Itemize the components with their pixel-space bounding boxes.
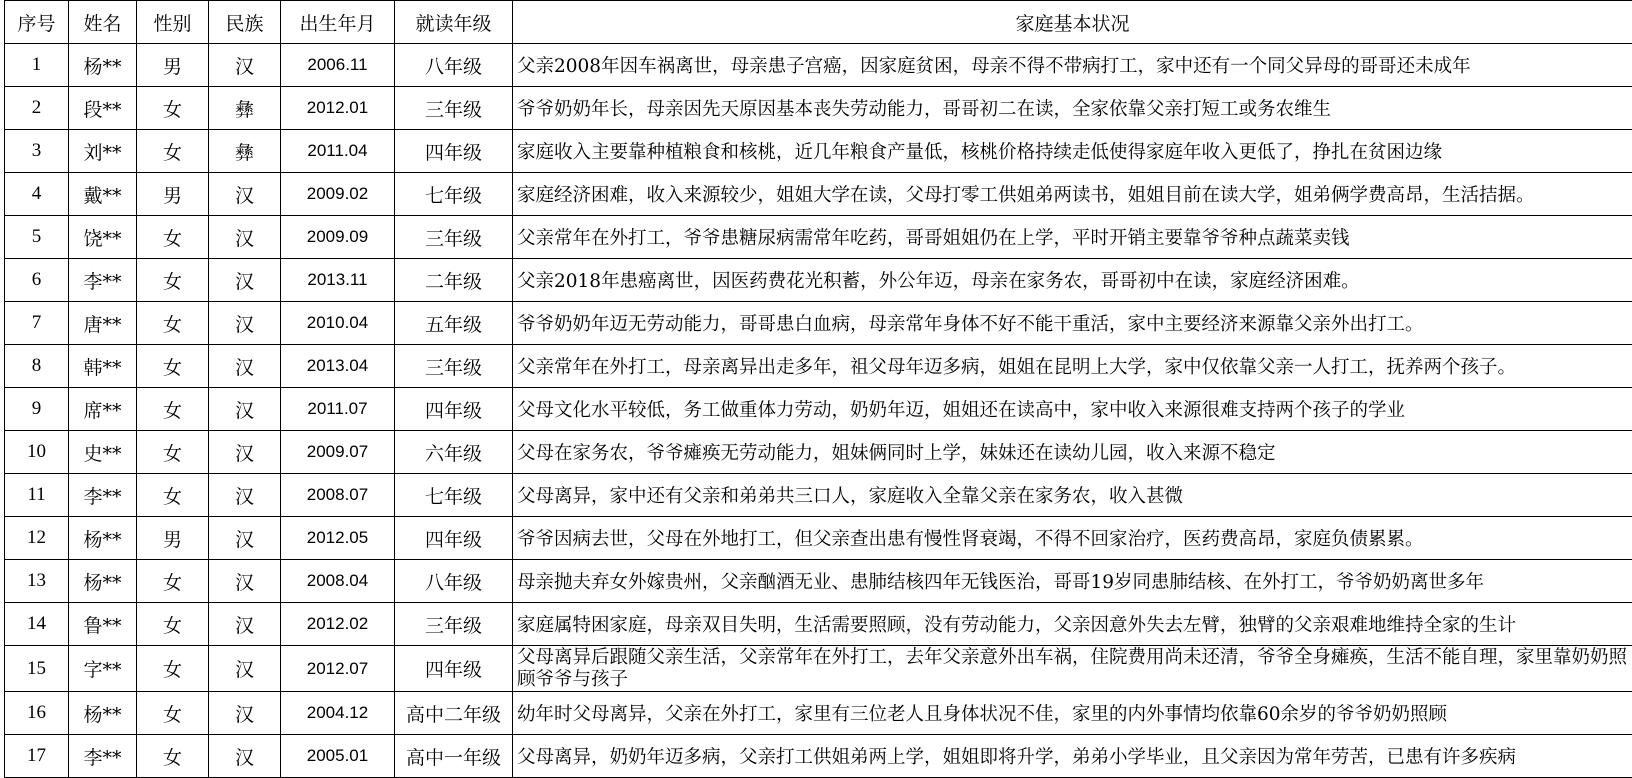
header-gender: 性别	[137, 1, 209, 44]
cell-situation: 母亲抛夫弃女外嫁贵州，父亲酗酒无业、患肺结核四年无钱医治，哥哥19岁同患肺结核、在外打工，爷爷奶奶离世多年	[513, 560, 1632, 603]
cell-grade: 三年级	[395, 603, 513, 646]
header-index: 序号	[5, 1, 69, 44]
cell-situation: 父母离异后跟随父亲生活，父亲常年在外打工，去年父亲意外出车祸，住院费用尚未还清，爷爷全身瘫痪，生活不能自理，家里靠奶奶照顾爷爷与孩子	[513, 646, 1632, 692]
cell-grade: 高中一年级	[395, 735, 513, 778]
cell-index: 17	[5, 735, 69, 778]
cell-birth: 2009.09	[281, 216, 395, 259]
cell-grade: 六年级	[395, 431, 513, 474]
cell-grade: 四年级	[395, 130, 513, 173]
cell-gender: 女	[137, 431, 209, 474]
cell-ethnicity: 彝	[209, 130, 281, 173]
cell-birth: 2011.07	[281, 388, 395, 431]
cell-name: 段**	[69, 87, 137, 130]
cell-gender: 女	[137, 87, 209, 130]
cell-ethnicity: 汉	[209, 735, 281, 778]
cell-gender: 男	[137, 517, 209, 560]
cell-index: 14	[5, 603, 69, 646]
cell-index: 4	[5, 173, 69, 216]
cell-gender: 女	[137, 603, 209, 646]
cell-situation: 爷爷奶奶年长，母亲因先天原因基本丧失劳动能力，哥哥初二在读，全家依靠父亲打短工或务农维生	[513, 87, 1632, 130]
cell-name: 鲁**	[69, 603, 137, 646]
table-row	[5, 173, 1632, 216]
cell-birth: 2012.02	[281, 603, 395, 646]
cell-ethnicity: 汉	[209, 302, 281, 345]
cell-gender: 女	[137, 474, 209, 517]
cell-index: 8	[5, 345, 69, 388]
cell-birth: 2008.07	[281, 474, 395, 517]
cell-ethnicity: 汉	[209, 603, 281, 646]
cell-situation: 父亲常年在外打工，母亲离异出走多年，祖父母年迈多病，姐姐在昆明上大学，家中仅依靠父亲一人打工，抚养两个孩子。	[513, 345, 1632, 388]
cell-ethnicity: 汉	[209, 692, 281, 735]
cell-name: 杨**	[69, 517, 137, 560]
cell-ethnicity: 汉	[209, 388, 281, 431]
cell-name: 韩**	[69, 345, 137, 388]
cell-ethnicity: 汉	[209, 44, 281, 87]
cell-situation: 家庭收入主要靠种植粮食和核桃，近几年粮食产量低，核桃价格持续走低使得家庭年收入更低了，挣扎在贫困边缘	[513, 130, 1632, 173]
header-ethnicity: 民族	[209, 1, 281, 44]
cell-name: 饶**	[69, 216, 137, 259]
cell-birth: 2010.04	[281, 302, 395, 345]
cell-name: 刘**	[69, 130, 137, 173]
cell-gender: 女	[137, 560, 209, 603]
cell-gender: 女	[137, 259, 209, 302]
cell-situation: 家庭经济困难，收入来源较少，姐姐大学在读，父母打零工供姐弟两读书，姐姐目前在读大学，姐弟俩学费高昂，生活拮据。	[513, 173, 1632, 216]
cell-name: 戴**	[69, 173, 137, 216]
cell-situation: 父母离异，家中还有父亲和弟弟共三口人，家庭收入全靠父亲在家务农，收入甚微	[513, 474, 1632, 517]
cell-index: 5	[5, 216, 69, 259]
cell-grade: 五年级	[395, 302, 513, 345]
table-row	[5, 692, 1632, 735]
cell-birth: 2005.01	[281, 735, 395, 778]
cell-situation: 父母在家务农，爷爷瘫痪无劳动能力，姐妹俩同时上学，妹妹还在读幼儿园，收入来源不稳定	[513, 431, 1632, 474]
cell-gender: 女	[137, 216, 209, 259]
table-row	[5, 735, 1632, 778]
table-row	[5, 560, 1632, 603]
cell-situation: 父母文化水平较低，务工做重体力劳动，奶奶年迈，姐姐还在读高中，家中收入来源很难支持两个孩子的学业	[513, 388, 1632, 431]
table-row	[5, 259, 1632, 302]
cell-gender: 女	[137, 646, 209, 692]
table-row	[5, 603, 1632, 646]
cell-situation: 家庭属特困家庭，母亲双目失明，生活需要照顾，没有劳动能力，父亲因意外失去左臂，独臂的父亲艰难地维持全家的生计	[513, 603, 1632, 646]
cell-ethnicity: 汉	[209, 517, 281, 560]
cell-name: 李**	[69, 259, 137, 302]
cell-gender: 女	[137, 130, 209, 173]
cell-birth: 2004.12	[281, 692, 395, 735]
cell-name: 唐**	[69, 302, 137, 345]
table-row	[5, 345, 1632, 388]
cell-gender: 女	[137, 692, 209, 735]
table-row	[5, 216, 1632, 259]
table-row	[5, 87, 1632, 130]
table-row	[5, 130, 1632, 173]
cell-index: 7	[5, 302, 69, 345]
cell-ethnicity: 汉	[209, 173, 281, 216]
cell-grade: 三年级	[395, 345, 513, 388]
cell-ethnicity: 汉	[209, 474, 281, 517]
cell-index: 2	[5, 87, 69, 130]
header-birth: 出生年月	[281, 1, 395, 44]
student-table	[4, 0, 1632, 778]
cell-index: 9	[5, 388, 69, 431]
cell-gender: 女	[137, 735, 209, 778]
cell-situation: 父亲常年在外打工，爷爷患糖尿病需常年吃药，哥哥姐姐仍在上学，平时开销主要靠爷爷种点蔬菜卖钱	[513, 216, 1632, 259]
cell-situation: 父母离异，奶奶年迈多病，父亲打工供姐弟两上学，姐姐即将升学，弟弟小学毕业，且父亲因为常年劳苦，已患有许多疾病	[513, 735, 1632, 778]
table-row	[5, 44, 1632, 87]
cell-grade: 高中二年级	[395, 692, 513, 735]
cell-gender: 男	[137, 44, 209, 87]
cell-grade: 二年级	[395, 259, 513, 302]
cell-birth: 2012.07	[281, 646, 395, 692]
cell-ethnicity: 汉	[209, 646, 281, 692]
cell-situation: 爷爷因病去世，父母在外地打工，但父亲查出患有慢性肾衰竭，不得不回家治疗，医药费高昂，家庭负债累累。	[513, 517, 1632, 560]
cell-gender: 男	[137, 173, 209, 216]
table-row	[5, 474, 1632, 517]
cell-birth: 2009.02	[281, 173, 395, 216]
cell-index: 13	[5, 560, 69, 603]
cell-grade: 八年级	[395, 560, 513, 603]
cell-index: 10	[5, 431, 69, 474]
cell-gender: 女	[137, 302, 209, 345]
cell-situation: 父亲2008年因车祸离世，母亲患子宫癌，因家庭贫困，母亲不得不带病打工，家中还有一个同父异母的哥哥还未成年	[513, 44, 1632, 87]
cell-situation: 父亲2018年患癌离世，因医药费花光积蓄，外公年迈，母亲在家务农，哥哥初中在读，家庭经济困难。	[513, 259, 1632, 302]
cell-index: 16	[5, 692, 69, 735]
header-situation: 家庭基本状况	[513, 1, 1632, 44]
cell-birth: 2013.11	[281, 259, 395, 302]
cell-name: 史**	[69, 431, 137, 474]
cell-ethnicity: 汉	[209, 259, 281, 302]
cell-birth: 2013.04	[281, 345, 395, 388]
cell-birth: 2006.11	[281, 44, 395, 87]
cell-gender: 女	[137, 388, 209, 431]
cell-index: 3	[5, 130, 69, 173]
header-name: 姓名	[69, 1, 137, 44]
cell-index: 11	[5, 474, 69, 517]
cell-situation: 爷爷奶奶年迈无劳动能力，哥哥患白血病，母亲常年身体不好不能干重活，家中主要经济来源靠父亲外出打工。	[513, 302, 1632, 345]
cell-name: 杨**	[69, 560, 137, 603]
cell-grade: 七年级	[395, 173, 513, 216]
cell-grade: 三年级	[395, 216, 513, 259]
cell-name: 杨**	[69, 44, 137, 87]
cell-grade: 八年级	[395, 44, 513, 87]
cell-name: 字**	[69, 646, 137, 692]
cell-name: 李**	[69, 735, 137, 778]
cell-index: 6	[5, 259, 69, 302]
cell-name: 席**	[69, 388, 137, 431]
cell-grade: 四年级	[395, 646, 513, 692]
cell-ethnicity: 彝	[209, 87, 281, 130]
cell-grade: 四年级	[395, 517, 513, 560]
cell-name: 李**	[69, 474, 137, 517]
cell-birth: 2009.07	[281, 431, 395, 474]
table-row	[5, 388, 1632, 431]
cell-index: 12	[5, 517, 69, 560]
table-row	[5, 302, 1632, 345]
header-row	[5, 1, 1632, 44]
cell-grade: 四年级	[395, 388, 513, 431]
cell-ethnicity: 汉	[209, 345, 281, 388]
cell-ethnicity: 汉	[209, 216, 281, 259]
cell-gender: 女	[137, 345, 209, 388]
table-row	[5, 431, 1632, 474]
table-row	[5, 517, 1632, 560]
cell-name: 杨**	[69, 692, 137, 735]
cell-situation: 幼年时父母离异，父亲在外打工，家里有三位老人且身体状况不佳，家里的内外事情均依靠60余岁的爷爷奶奶照顾	[513, 692, 1632, 735]
cell-index: 1	[5, 44, 69, 87]
header-grade: 就读年级	[395, 1, 513, 44]
cell-birth: 2008.04	[281, 560, 395, 603]
cell-grade: 三年级	[395, 87, 513, 130]
cell-ethnicity: 汉	[209, 431, 281, 474]
cell-birth: 2012.05	[281, 517, 395, 560]
cell-ethnicity: 汉	[209, 560, 281, 603]
cell-birth: 2011.04	[281, 130, 395, 173]
cell-birth: 2012.01	[281, 87, 395, 130]
table-row	[5, 646, 1632, 692]
cell-grade: 七年级	[395, 474, 513, 517]
cell-index: 15	[5, 646, 69, 692]
